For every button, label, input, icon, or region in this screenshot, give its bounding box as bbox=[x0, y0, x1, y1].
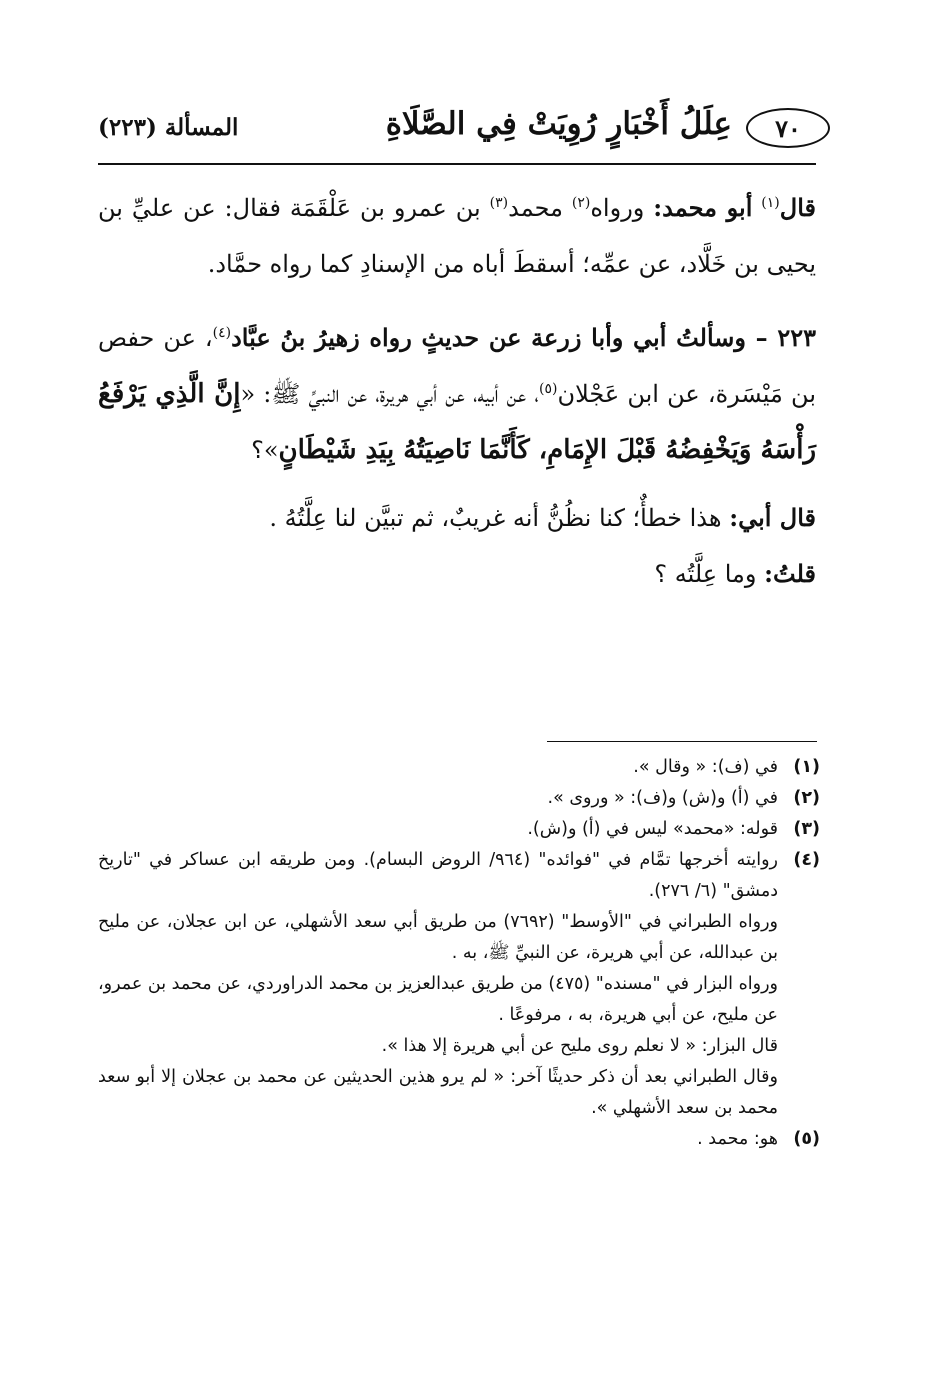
question-2-lead: قلتُ: bbox=[764, 559, 816, 588]
footnote-number: (٥) bbox=[793, 1129, 820, 1149]
footnote-line: ورواه البزار في "مسنده" (٤٧٥) من طريق عبدالعزيز بن محمد الدراوردي، عن محمد بن عمرو، عن مليح، عن أبي هريرة، به ، مرفوعًا . bbox=[98, 974, 778, 1025]
footnote-ref-1[interactable]: (١) bbox=[761, 195, 780, 211]
footnote-ref-2[interactable]: (٢) bbox=[571, 195, 591, 211]
footnote-line: روايته أخرجها تمَّام في "فوائده" (٩٦٤/ الروض البسام). ومن طريقه ابن عساكر في "تاريخ دمشق" (٦/ ٢٧٦). bbox=[98, 850, 778, 901]
paragraph-1-text-c: بن عمرو بن عَلْقَمَة فقال: عن عليِّ بن يحيى بن خَلَّاد، عن عمِّه؛ أسقطَ أباه من الإسنادِ كما رواه حمَّاد. bbox=[98, 194, 816, 278]
footnote-divider bbox=[547, 741, 817, 742]
footnote-3 bbox=[98, 814, 820, 845]
footnote-line: ورواه الطبراني في "الأوسط" (٧٦٩٢) من طريق أبي سعد الأشهلي، عن ابن عجلان، عن مليح بن عبدالله، عن أبي هريرة، عن النبيِّ ﷺ، به . bbox=[98, 912, 778, 963]
main-text bbox=[98, 180, 816, 602]
footnote-number: (٢) bbox=[793, 788, 820, 808]
footnote-4 bbox=[98, 845, 820, 1124]
paragraph-2-text-a: ، عن حفص بن مَيْسَرة، عن ابن عَجْلان bbox=[98, 324, 816, 408]
header-divider bbox=[98, 163, 816, 165]
answer-text: هذا خطأٌ؛ كنا نظُنُّ أنه غريبٌ، ثم تبيَّن لنا عِلَّتُهُ . bbox=[269, 504, 722, 532]
hadith-text: إِنَّ الَّذِي يَرْفَعُ رَأْسَهُ وَيَخْفِضُهُ قَبْلَ الإِمَامِ، كَأَنَّمَا نَاصِيَتُهُ بِيَدِ شَيْطَانٍ bbox=[98, 379, 816, 465]
footnote-line: هو: محمد . bbox=[697, 1129, 778, 1149]
speaker-name: أبو محمد: bbox=[653, 193, 753, 222]
footnote-number: (٤) bbox=[793, 850, 820, 870]
footnotes bbox=[98, 752, 820, 1155]
footnote-ref-4[interactable]: (٤) bbox=[212, 325, 232, 341]
question-lead: ٢٢٣ – وسألتُ أبي وأبا زرعة عن حديثٍ رواه زهيرُ بنُ عبَّاد bbox=[231, 323, 816, 352]
footnote-number: (٣) bbox=[793, 819, 820, 839]
issue-label: المسألة (٢٢٣) bbox=[98, 114, 239, 141]
paragraph-3 bbox=[98, 490, 816, 546]
footnote-5 bbox=[98, 1124, 820, 1155]
paragraph-2-text-b: ، عن أبيه، عن أبي هريرة، عن النبيِّ ﷺ: « bbox=[240, 380, 539, 408]
footnote-line: في (أ) و(ش) و(ف): « وروى ». bbox=[547, 788, 778, 808]
answer-lead: قال أبي: bbox=[729, 503, 816, 532]
paragraph-1-text-b: محمد bbox=[508, 194, 563, 222]
footnote-2 bbox=[98, 783, 820, 814]
paragraph-4 bbox=[98, 546, 816, 602]
question-2-text: وما عِلَّتُه ؟ bbox=[654, 560, 757, 588]
page-header bbox=[98, 100, 830, 160]
paragraph-2-text-c: »؟ bbox=[251, 436, 279, 464]
footnote-1 bbox=[98, 752, 820, 783]
footnote-ref-3[interactable]: (٣) bbox=[489, 195, 509, 211]
footnote-ref-5[interactable]: (٥) bbox=[538, 381, 558, 397]
book-title: عِلَلُ أَخْبَارٍ رُوِيَتْ فِي الصَّلَاةِ bbox=[385, 106, 732, 142]
page-number-badge: ٧٠ bbox=[746, 108, 830, 148]
footnote-number: (١) bbox=[793, 757, 820, 777]
qal-word: قال bbox=[779, 193, 816, 222]
paragraph-2 bbox=[98, 310, 816, 478]
footnote-line: وقال الطبراني بعد أن ذكر حديثًا آخر: « لم يرو هذين الحديثين عن محمد بن عجلان إلا أبو سعد محمد بن سعد الأشهلي ». bbox=[98, 1067, 778, 1118]
footnote-line: قوله: «محمد» ليس في (أ) و(ش). bbox=[527, 819, 778, 839]
footnote-line: في (ف): « وقال ». bbox=[633, 757, 778, 777]
paragraph-1 bbox=[98, 180, 816, 292]
paragraph-1-text-a: ورواه bbox=[590, 194, 645, 222]
footnote-line: قال البزار: « لا نعلم روى مليح عن أبي هريرة إلا هذا ». bbox=[381, 1036, 778, 1056]
